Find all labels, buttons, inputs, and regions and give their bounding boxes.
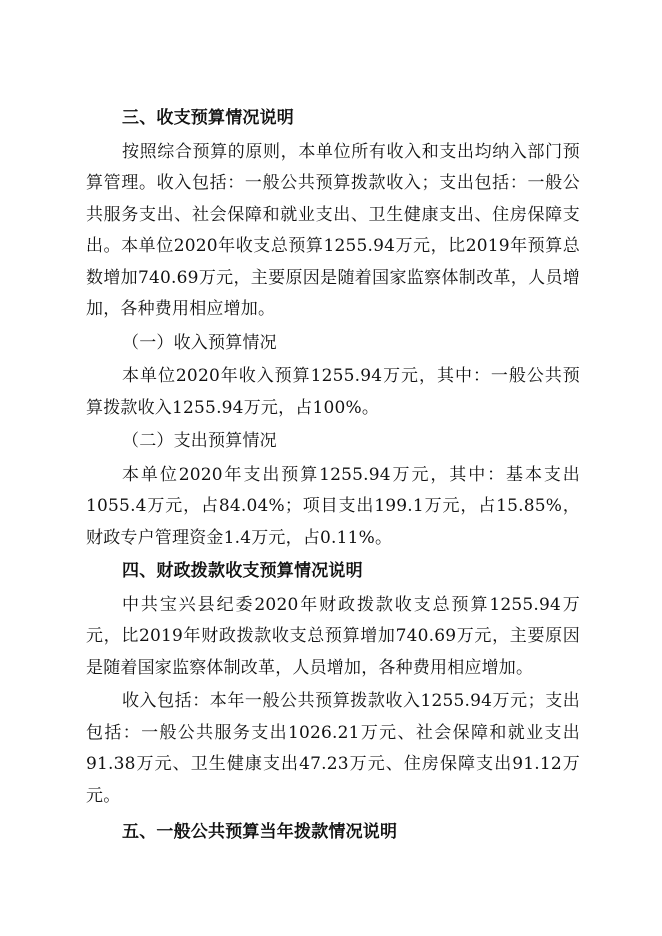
document-body	[86, 103, 580, 849]
subsection-heading-expenditure: （二）支出预算情况	[122, 431, 277, 451]
section-heading-5: 五、一般公共预算当年拨款情况说明	[122, 822, 398, 842]
paragraph: 本单位2020年支出预算1255.94万元，其中：基本支出1055.4万元，占84.04%；项目支出199.1万元，占15.85%，财政专户管理资金1.4万元，占0.11%。	[86, 464, 580, 548]
subsection-heading-income: （一）收入预算情况	[122, 332, 277, 353]
paragraph: 中共宝兴县纪委2020年财政拨款收支总预算1255.94万元，比2019年财政拨款收支总预算增加740.69万元，主要原因是随着国家监察体制改革，人员增加，各种费用相应增加。	[86, 594, 580, 678]
paragraph: 收入包括：本年一般公共预算拨款收入1255.94万元；支出包括：一般公共服务支出1026.21万元、社会保障和就业支出91.38万元、卫生健康支出47.23万元、住房保障支出91.12万元。	[86, 691, 580, 806]
section-heading-4: 四、财政拨款收支预算情况说明	[122, 561, 363, 581]
paragraph: 按照综合预算的原则，本单位所有收入和支出均纳入部门预算管理。收入包括：一般公共预算拨款收入；支出包括：一般公共服务支出、社会保障和就业支出、卫生健康支出、住房保障支出。本单位2020年收支总预算1255.94万元，比2019年预算总数增加740.69万元，主要原因是随着国家监察体制改革，人员增加，各种费用相应增加。	[86, 141, 580, 319]
paragraph: 本单位2020年收入预算1255.94万元，其中：一般公共预算拨款收入1255.94万元，占100%。	[86, 366, 580, 418]
section-heading-3: 三、收支预算情况说明	[122, 108, 294, 128]
